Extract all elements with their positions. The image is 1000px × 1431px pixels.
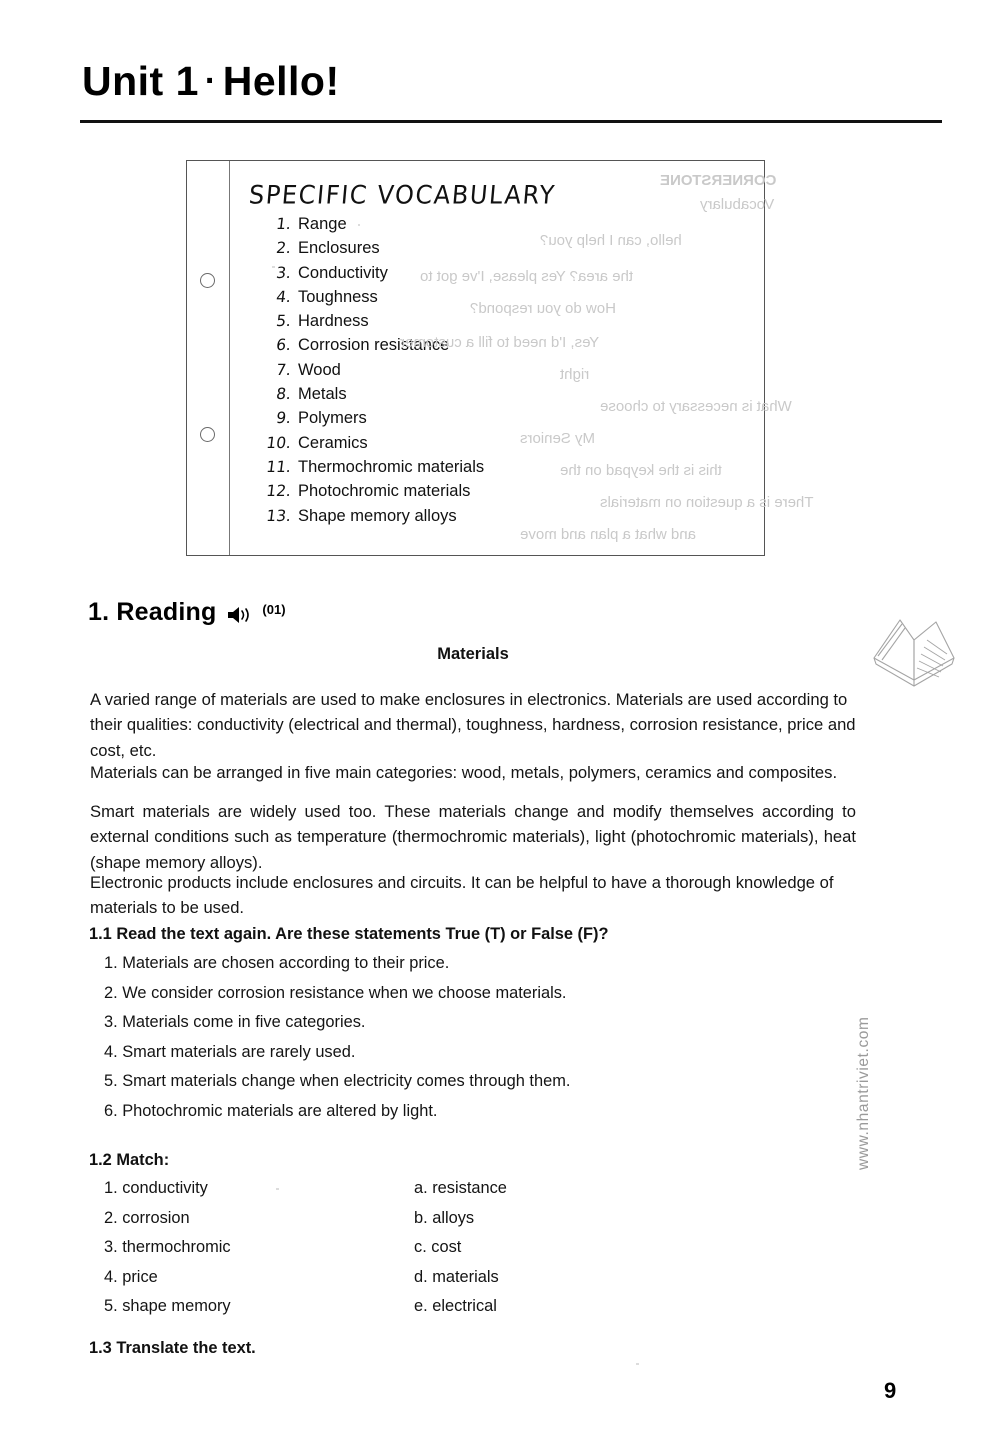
exercise-1-1-heading: 1.1 Read the text again. Are these statements True (T) or False (F)? (89, 925, 609, 943)
item-label: Ceramics (298, 433, 368, 452)
item-label: Polymers (298, 409, 367, 428)
table-row (104, 1179, 664, 1209)
item-number: 5. (275, 312, 293, 331)
item-label: Shape memory alloys (298, 506, 457, 525)
match-left-item: 5. shape memory (104, 1297, 231, 1315)
punch-hole-icon (200, 273, 215, 288)
bleed-through-text: What is necessary to choose (600, 398, 792, 415)
bleed-through-text: hello, can I help you? (540, 232, 682, 249)
match-right-item: a. resistance (414, 1179, 507, 1197)
table-row (104, 1268, 664, 1298)
page-title (82, 58, 340, 105)
match-right-item: c. cost (414, 1238, 462, 1256)
vocabulary-heading: SPECIFIC VOCABULARY (247, 180, 557, 210)
speaker-icon[interactable] (226, 605, 256, 625)
item-label: Enclosures (298, 239, 380, 258)
site-watermark: www.nhantriviet.com (855, 1016, 872, 1170)
match-right-item: b. alloys (414, 1208, 475, 1227)
bleed-through-text: There is a question on materials (600, 494, 814, 511)
item-number: 3. (275, 263, 293, 282)
bleed-through-text: this is the keypad on the (560, 462, 722, 479)
bleed-through-text: right (560, 366, 590, 383)
table-row (104, 1297, 664, 1327)
item-number: 8. (275, 385, 293, 404)
header-divider (80, 120, 942, 123)
true-false-statement-list (104, 954, 570, 1132)
list-item: 1. Materials are chosen according to their price. (104, 954, 450, 972)
list-item (249, 482, 754, 506)
item-label: Corrosion resistance (298, 336, 450, 355)
punch-hole-icon (200, 427, 215, 442)
page-number: 9 (884, 1378, 897, 1403)
list-item: 6. Photochromic materials are altered by light. (104, 1101, 438, 1120)
list-item: 2. We consider corrosion resistance when we choose materials. (104, 983, 567, 1002)
section-label: 1. Reading (88, 598, 217, 626)
item-number: 2. (275, 239, 293, 258)
bleed-through-text: Yes, I'd need to fill a customer (400, 334, 600, 351)
specific-vocabulary-box (186, 160, 765, 556)
item-label: Wood (298, 360, 341, 379)
notebook-margin-rule (229, 161, 230, 555)
vocabulary-content (249, 181, 754, 531)
reading-title: Materials (437, 645, 509, 663)
list-item (249, 409, 754, 433)
unit-name: Hello! (222, 58, 340, 104)
list-item (249, 507, 754, 531)
list-item (249, 458, 754, 482)
item-label: Hardness (298, 312, 369, 331)
item-label: Thermochromic materials (298, 457, 485, 476)
list-item: 4. Smart materials are rarely used. (104, 1042, 356, 1061)
list-item: 5. Smart materials change when electricity comes through them. (104, 1072, 571, 1091)
match-left-item: 3. thermochromic (104, 1238, 231, 1256)
vocabulary-list (249, 215, 754, 531)
match-left-item: 1. conductivity (104, 1179, 208, 1197)
open-book-icon (866, 614, 962, 692)
audio-track-number: (01) (262, 602, 286, 617)
item-number: 6. (275, 336, 293, 355)
table-row (104, 1209, 664, 1239)
list-item (249, 288, 754, 312)
unit-label: Unit 1 (82, 58, 199, 104)
reading-paragraph: A varied range of materials are used to make enclosures in electronics. Materials are used according to their qualities: conductivity (electrical and thermal), toughness, hardness, corrosion resistance, price and cost, etc. (90, 689, 856, 761)
match-right-item: d. materials (414, 1267, 499, 1286)
bleed-through-text: Vocabulary (700, 196, 775, 213)
bleed-through-text: the area? Yes please, I've got to (420, 268, 634, 285)
item-label: Toughness (298, 287, 378, 306)
list-item (249, 264, 754, 288)
item-number: 11. (265, 457, 293, 476)
exercise-1-3-heading: 1.3 Translate the text. (89, 1339, 256, 1357)
scan-speckle (636, 1363, 639, 1365)
list-item (249, 361, 754, 385)
matching-exercise (104, 1179, 664, 1327)
list-item (249, 312, 754, 336)
list-item (249, 215, 754, 239)
bleed-through-text: CORNERSTONE (660, 172, 777, 189)
item-number: 7. (275, 360, 293, 379)
list-item (249, 434, 754, 458)
bleed-through-text: How do you respond? (470, 300, 616, 317)
list-item (249, 385, 754, 409)
match-left-item: 2. corrosion (104, 1208, 190, 1227)
reading-paragraph: Electronic products include enclosures and circuits. It can be helpful to have a thorough knowledge of materials to be used. (90, 872, 834, 918)
reading-paragraph: Smart materials are widely used too. These materials change and modify themselves according to external conditions such as temperature (thermochromic materials), light (photochromic materials), heat (shape memory alloys). (90, 801, 856, 873)
bleed-through-text: and what a plan and move (520, 526, 696, 543)
reading-paragraph: Materials can be arranged in five main categories: wood, metals, polymers, ceramics and composites. (90, 762, 838, 782)
item-number: 10. (265, 433, 293, 452)
item-number: 9. (275, 409, 293, 428)
bleed-through-text: My Seniors (520, 430, 596, 447)
item-number: 13. (265, 506, 293, 525)
reading-section-heading (88, 598, 286, 627)
item-number: 1. (275, 215, 293, 233)
list-item: 3. Materials come in five categories. (104, 1013, 366, 1032)
title-separator: · (204, 62, 217, 100)
item-number: 4. (275, 287, 293, 306)
table-row (104, 1238, 664, 1268)
item-label: Metals (298, 385, 347, 404)
item-label: Range (298, 215, 347, 233)
exercise-1-2-heading: 1.2 Match: (89, 1151, 170, 1169)
list-item (249, 336, 754, 360)
item-label: Photochromic materials (298, 482, 471, 501)
list-item (249, 239, 754, 263)
item-label: Conductivity (298, 263, 388, 282)
match-right-item: e. electrical (414, 1297, 497, 1315)
match-left-item: 4. price (104, 1267, 158, 1286)
item-number: 12. (265, 482, 293, 501)
